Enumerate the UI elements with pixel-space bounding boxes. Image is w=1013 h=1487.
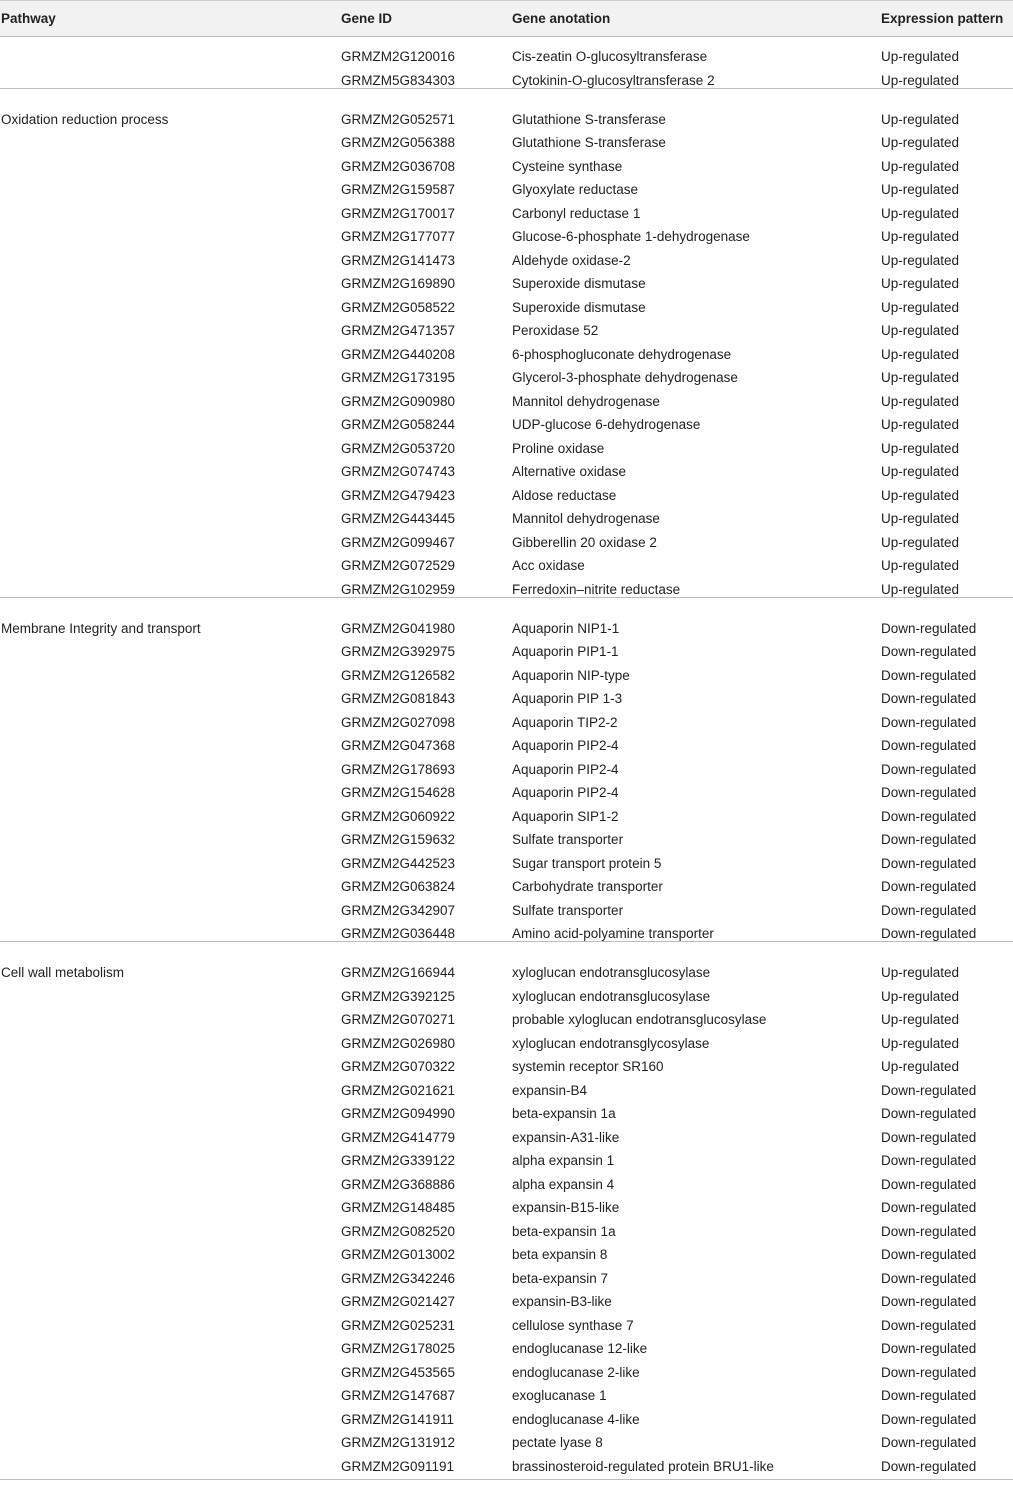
expression-pattern-cell: Down-regulated (881, 1176, 977, 1192)
header-gene-annotation: Gene anotation (512, 11, 611, 26)
expression-pattern-cell: Down-regulated (881, 738, 977, 753)
gene-annotation-cell: Glycerol-3-phosphate dehydrogenase (512, 370, 738, 385)
table-row (0, 620, 1013, 644)
header-gene-id: Gene ID (341, 11, 393, 26)
gene-annotation-cell: Aquaporin PIP2-4 (512, 785, 619, 800)
gene-annotation-cell: endoglucanase 12-like (512, 1341, 648, 1356)
table-row (0, 322, 1013, 346)
pathway-cell: Membrane Integrity and transport (1, 620, 201, 636)
gene-id-cell: GRMZM2G141473 (341, 252, 456, 268)
gene-id-cell: GRMZM2G060922 (341, 808, 456, 824)
expression-pattern-cell: Up-regulated (881, 511, 960, 526)
gene-annotation-cell: Cytokinin-O-glucosyltransferase 2 (512, 72, 715, 88)
gene-id-cell: GRMZM2G339122 (341, 1153, 456, 1168)
gene-id-cell: GRMZM2G342907 (341, 902, 456, 918)
gene-annotation-cell: Aquaporin PIP2-4 (512, 761, 619, 777)
table-row (0, 275, 1013, 299)
table-row (0, 643, 1013, 667)
gene-id-cell: GRMZM2G074743 (341, 464, 456, 479)
expression-pattern-cell: Up-regulated (881, 299, 960, 315)
gene-annotation-cell: alpha expansin 4 (512, 1176, 615, 1192)
table-row (0, 252, 1013, 276)
gene-id-cell: GRMZM2G148485 (341, 1200, 456, 1215)
gene-annotation-cell: Glucose-6-phosphate 1-dehydrogenase (512, 229, 750, 244)
expression-pattern-cell: Down-regulated (881, 1317, 977, 1333)
gene-annotation-cell: Alternative oxidase (512, 464, 627, 479)
expression-pattern-cell: Up-regulated (881, 393, 960, 409)
table-bottom-border (0, 1479, 1013, 1480)
table-row (0, 1105, 1013, 1129)
expression-pattern-cell: Up-regulated (881, 182, 960, 197)
table-row (0, 1246, 1013, 1270)
gene-id-cell: GRMZM2G082520 (341, 1223, 456, 1239)
gene-id-cell: GRMZM2G414779 (341, 1129, 456, 1145)
gene-id-cell: GRMZM2G099467 (341, 534, 456, 550)
gene-annotation-cell: beta-expansin 1a (512, 1106, 616, 1121)
expression-pattern-cell: Down-regulated (881, 1458, 977, 1474)
gene-annotation-cell: Carbohydrate transporter (512, 879, 663, 894)
expression-pattern-cell: Up-regulated (881, 487, 960, 503)
table-row (0, 988, 1013, 1012)
expression-pattern-cell: Up-regulated (881, 988, 960, 1004)
table-row (0, 1458, 1013, 1482)
gene-annotation-cell: Sugar transport protein 5 (512, 855, 662, 871)
gene-id-cell: GRMZM2G392125 (341, 988, 456, 1004)
gene-annotation-cell: expansin-B15-like (512, 1200, 620, 1215)
table-row (0, 299, 1013, 323)
table-row (0, 205, 1013, 229)
gene-id-cell: GRMZM2G120016 (341, 49, 456, 64)
table-row (0, 48, 1013, 72)
expression-pattern-cell: Up-regulated (881, 72, 960, 88)
expression-pattern-cell: Up-regulated (881, 1035, 960, 1051)
gene-annotation-cell: Carbonyl reductase 1 (512, 205, 641, 221)
table-row (0, 393, 1013, 417)
gene-id-cell: GRMZM2G027098 (341, 714, 456, 730)
gene-annotation-cell: alpha expansin 1 (512, 1153, 615, 1168)
gene-annotation-cell: Mannitol dehydrogenase (512, 393, 660, 409)
gene-annotation-cell: Aldose reductase (512, 487, 617, 503)
expression-pattern-cell: Up-regulated (881, 158, 960, 174)
gene-annotation-cell: Cis-zeatin O-glucosyltransferase (512, 49, 708, 64)
table-row (0, 714, 1013, 738)
table-row (0, 1176, 1013, 1200)
gene-annotation-cell: Aquaporin SIP1-2 (512, 808, 619, 824)
gene-id-cell: GRMZM2G047368 (341, 738, 456, 753)
expression-pattern-cell: Up-regulated (881, 346, 960, 362)
gene-id-cell: GRMZM2G471357 (341, 323, 456, 338)
gene-id-cell: GRMZM2G166944 (341, 965, 456, 980)
expression-pattern-cell: Up-regulated (881, 205, 960, 221)
expression-pattern-cell: Up-regulated (881, 464, 960, 479)
gene-id-cell: GRMZM2G440208 (341, 346, 456, 362)
table-row (0, 1199, 1013, 1223)
gene-id-cell: GRMZM2G453565 (341, 1364, 456, 1380)
expression-pattern-cell: Up-regulated (881, 370, 960, 385)
table-row (0, 181, 1013, 205)
expression-pattern-cell: Down-regulated (881, 691, 977, 706)
gene-annotation-cell: Aquaporin TIP2-2 (512, 714, 618, 730)
table-row (0, 1129, 1013, 1153)
gene-id-cell: GRMZM2G443445 (341, 511, 456, 526)
gene-id-cell: GRMZM2G159587 (341, 182, 456, 197)
gene-annotation-cell: Sulfate transporter (512, 902, 624, 918)
expression-pattern-cell: Down-regulated (881, 1435, 977, 1450)
expression-pattern-cell: Up-regulated (881, 276, 960, 291)
expression-pattern-cell: Up-regulated (881, 558, 960, 573)
expression-pattern-cell: Down-regulated (881, 1129, 977, 1145)
table-row (0, 1270, 1013, 1294)
gene-id-cell: GRMZM2G026980 (341, 1035, 456, 1051)
table-row (0, 831, 1013, 855)
table-row (0, 557, 1013, 581)
table-row (0, 784, 1013, 808)
table-row (0, 855, 1013, 879)
gene-annotation-cell: Superoxide dismutase (512, 299, 646, 315)
table-row (0, 808, 1013, 832)
expression-pattern-cell: Up-regulated (881, 534, 960, 550)
gene-annotation-cell: Acc oxidase (512, 558, 585, 573)
gene-annotation-cell: brassinosteroid-regulated protein BRU1-like (512, 1458, 774, 1474)
gene-annotation-cell: cellulose synthase 7 (512, 1317, 634, 1333)
gene-id-cell: GRMZM2G442523 (341, 855, 456, 871)
table-row (0, 416, 1013, 440)
gene-id-cell: GRMZM2G154628 (341, 785, 456, 800)
section-divider (0, 597, 1013, 598)
expression-pattern-cell: Down-regulated (881, 902, 977, 918)
table-row (0, 1293, 1013, 1317)
table-row (0, 1364, 1013, 1388)
gene-annotation-cell: UDP-glucose 6-dehydrogenase (512, 417, 701, 432)
header-pathway: Pathway (1, 11, 56, 26)
gene-annotation-cell: beta-expansin 7 (512, 1270, 609, 1286)
gene-annotation-cell: Proline oxidase (512, 440, 605, 456)
expression-pattern-cell: Up-regulated (881, 581, 960, 597)
table-row (0, 369, 1013, 393)
gene-annotation-cell: beta expansin 8 (512, 1247, 608, 1262)
gene-annotation-cell: Aldehyde oxidase-2 (512, 252, 631, 268)
expression-pattern-cell: Down-regulated (881, 785, 977, 800)
gene-annotation-cell: expansin-B3-like (512, 1294, 612, 1309)
gene-id-cell: GRMZM2G170017 (341, 205, 456, 221)
gene-id-cell: GRMZM2G053720 (341, 440, 456, 456)
gene-annotation-cell: xyloglucan endotransglucosylase (512, 988, 711, 1004)
gene-annotation-cell: Glyoxylate reductase (512, 182, 639, 197)
gene-annotation-cell: pectate lyase 8 (512, 1435, 603, 1450)
gene-id-cell: GRMZM2G021427 (341, 1294, 456, 1309)
gene-annotation-cell: Peroxidase 52 (512, 323, 599, 338)
gene-id-cell: GRMZM2G169890 (341, 276, 456, 291)
expression-pattern-cell: Up-regulated (881, 965, 960, 980)
gene-annotation-cell: exoglucanase 1 (512, 1388, 607, 1403)
table-row (0, 510, 1013, 534)
gene-id-cell: GRMZM2G081843 (341, 691, 456, 706)
table-row (0, 1082, 1013, 1106)
gene-annotation-cell: Aquaporin PIP2-4 (512, 738, 619, 753)
expression-pattern-cell: Down-regulated (881, 855, 977, 871)
gene-id-cell: GRMZM2G052571 (341, 111, 456, 127)
pathway-cell: Cell wall metabolism (1, 965, 125, 980)
table-row (0, 534, 1013, 558)
gene-id-cell: GRMZM2G021621 (341, 1082, 456, 1098)
table-row (0, 878, 1013, 902)
expression-pattern-cell: Down-regulated (881, 620, 977, 636)
expression-pattern-cell: Up-regulated (881, 440, 960, 456)
expression-pattern-cell: Down-regulated (881, 1153, 977, 1168)
table-row (0, 925, 1013, 949)
gene-id-cell: GRMZM2G342246 (341, 1270, 456, 1286)
gene-id-cell: GRMZM2G177077 (341, 229, 456, 244)
gene-id-cell: GRMZM2G178693 (341, 761, 456, 777)
table-row (0, 1058, 1013, 1082)
expression-pattern-cell: Down-regulated (881, 879, 977, 894)
gene-id-cell: GRMZM2G178025 (341, 1341, 456, 1356)
table-row (0, 1223, 1013, 1247)
gene-annotation-cell: Aquaporin NIP1-1 (512, 620, 620, 636)
table-row (0, 346, 1013, 370)
expression-pattern-cell: Down-regulated (881, 1200, 977, 1215)
gene-annotation-cell: Gibberellin 20 oxidase 2 (512, 534, 657, 550)
expression-pattern-cell: Up-regulated (881, 252, 960, 268)
expression-pattern-cell: Down-regulated (881, 1294, 977, 1309)
gene-annotation-cell: Ferredoxin–nitrite reductase (512, 581, 681, 597)
expression-pattern-cell: Up-regulated (881, 229, 960, 244)
gene-annotation-cell: Superoxide dismutase (512, 276, 646, 291)
gene-id-cell: GRMZM2G094990 (341, 1106, 456, 1121)
table-row (0, 1340, 1013, 1364)
gene-annotation-cell: Sulfate transporter (512, 832, 624, 847)
expression-pattern-cell: Up-regulated (881, 323, 960, 338)
expression-pattern-cell: Down-regulated (881, 1388, 977, 1403)
table-row (0, 1035, 1013, 1059)
gene-id-cell: GRMZM2G070322 (341, 1059, 456, 1074)
table-row (0, 1011, 1013, 1035)
expression-pattern-cell: Down-regulated (881, 1364, 977, 1380)
expression-pattern-cell: Down-regulated (881, 1223, 977, 1239)
pathway-cell: Oxidation reduction process (1, 111, 169, 127)
table-row (0, 737, 1013, 761)
expression-pattern-cell: Down-regulated (881, 644, 977, 659)
gene-annotation-cell: endoglucanase 2-like (512, 1364, 640, 1380)
expression-pattern-cell: Down-regulated (881, 1106, 977, 1121)
gene-id-cell: GRMZM2G025231 (341, 1317, 456, 1333)
table-row (0, 1434, 1013, 1458)
gene-annotation-cell: endoglucanase 4-like (512, 1411, 640, 1427)
table-row (0, 761, 1013, 785)
table-row (0, 158, 1013, 182)
gene-id-cell: GRMZM2G102959 (341, 581, 456, 597)
table-row (0, 1387, 1013, 1411)
gene-id-cell: GRMZM2G141911 (341, 1411, 455, 1427)
table-row (0, 964, 1013, 988)
expression-pattern-cell: Down-regulated (881, 1082, 977, 1098)
table-row (0, 690, 1013, 714)
header-expression-pattern: Expression pattern (881, 11, 1004, 26)
table-row (0, 228, 1013, 252)
expression-pattern-cell: Down-regulated (881, 1270, 977, 1286)
gene-annotation-cell: Glutathione S-transferase (512, 135, 666, 150)
gene-id-cell: GRMZM2G392975 (341, 644, 456, 659)
gene-id-cell: GRMZM2G058522 (341, 299, 456, 315)
gene-id-cell: GRMZM2G479423 (341, 487, 456, 503)
section-divider (0, 941, 1013, 942)
table-row (0, 72, 1013, 96)
gene-annotation-cell: xyloglucan endotransglucosylase (512, 965, 711, 980)
expression-pattern-cell: Down-regulated (881, 667, 977, 683)
expression-pattern-cell: Up-regulated (881, 1012, 960, 1027)
gene-annotation-cell: Amino acid-polyamine transporter (512, 926, 714, 941)
expression-pattern-cell: Down-regulated (881, 714, 977, 730)
table-row (0, 1152, 1013, 1176)
table-row (0, 581, 1013, 605)
gene-annotation-cell: Aquaporin PIP1-1 (512, 644, 619, 659)
gene-id-cell: GRMZM2G072529 (341, 558, 456, 573)
table-row (0, 667, 1013, 691)
gene-annotation-cell: probable xyloglucan endotransglucosylase (512, 1012, 767, 1027)
gene-annotation-cell: expansin-B4 (512, 1082, 588, 1098)
expression-pattern-cell: Down-regulated (881, 1247, 977, 1262)
gene-id-cell: GRMZM2G159632 (341, 832, 456, 847)
gene-annotation-cell: expansin-A31-like (512, 1129, 620, 1145)
gene-id-cell: GRMZM2G070271 (341, 1012, 456, 1027)
table-row (0, 487, 1013, 511)
gene-annotation-cell: xyloglucan endotransglycosylase (512, 1035, 710, 1051)
expression-pattern-cell: Up-regulated (881, 417, 960, 432)
table-row (0, 1317, 1013, 1341)
table-row (0, 134, 1013, 158)
gene-annotation-cell: 6-phosphogluconate dehydrogenase (512, 346, 732, 362)
gene-id-cell: GRMZM2G090980 (341, 393, 456, 409)
expression-pattern-cell: Down-regulated (881, 926, 977, 941)
table-header (0, 0, 1013, 37)
gene-id-cell: GRMZM2G063824 (341, 879, 456, 894)
gene-id-cell: GRMZM5G834303 (341, 72, 456, 88)
expression-pattern-cell: Up-regulated (881, 1059, 960, 1074)
table-row (0, 463, 1013, 487)
gene-annotation-cell: beta-expansin 1a (512, 1223, 616, 1239)
expression-pattern-cell: Down-regulated (881, 808, 977, 824)
gene-id-cell: GRMZM2G036708 (341, 158, 456, 174)
expression-pattern-cell: Down-regulated (881, 832, 977, 847)
gene-id-cell: GRMZM2G126582 (341, 667, 456, 683)
gene-id-cell: GRMZM2G147687 (341, 1388, 456, 1403)
gene-id-cell: GRMZM2G091191 (341, 1458, 455, 1474)
gene-id-cell: GRMZM2G013002 (341, 1247, 456, 1262)
gene-id-cell: GRMZM2G131912 (341, 1435, 456, 1450)
expression-pattern-cell: Down-regulated (881, 1341, 977, 1356)
gene-annotation-cell: Cysteine synthase (512, 158, 623, 174)
gene-annotation-cell: systemin receptor SR160 (512, 1059, 664, 1074)
table-row (0, 1411, 1013, 1435)
table-row (0, 440, 1013, 464)
table-row (0, 902, 1013, 926)
expression-pattern-cell: Down-regulated (881, 1411, 977, 1427)
gene-annotation-cell: Aquaporin PIP 1-3 (512, 691, 623, 706)
gene-annotation-cell: Mannitol dehydrogenase (512, 511, 660, 526)
gene-id-cell: GRMZM2G041980 (341, 620, 456, 636)
gene-id-cell: GRMZM2G056388 (341, 135, 456, 150)
expression-pattern-cell: Up-regulated (881, 135, 960, 150)
gene-id-cell: GRMZM2G036448 (341, 926, 456, 941)
gene-annotation-cell: Aquaporin NIP-type (512, 667, 630, 683)
expression-pattern-cell: Up-regulated (881, 111, 960, 127)
table-row (0, 111, 1013, 135)
expression-pattern-cell: Down-regulated (881, 761, 977, 777)
gene-id-cell: GRMZM2G368886 (341, 1176, 456, 1192)
section-divider (0, 88, 1013, 89)
gene-id-cell: GRMZM2G173195 (341, 370, 456, 385)
gene-annotation-cell: Glutathione S-transferase (512, 111, 666, 127)
gene-id-cell: GRMZM2G058244 (341, 417, 456, 432)
expression-pattern-cell: Up-regulated (881, 49, 960, 64)
